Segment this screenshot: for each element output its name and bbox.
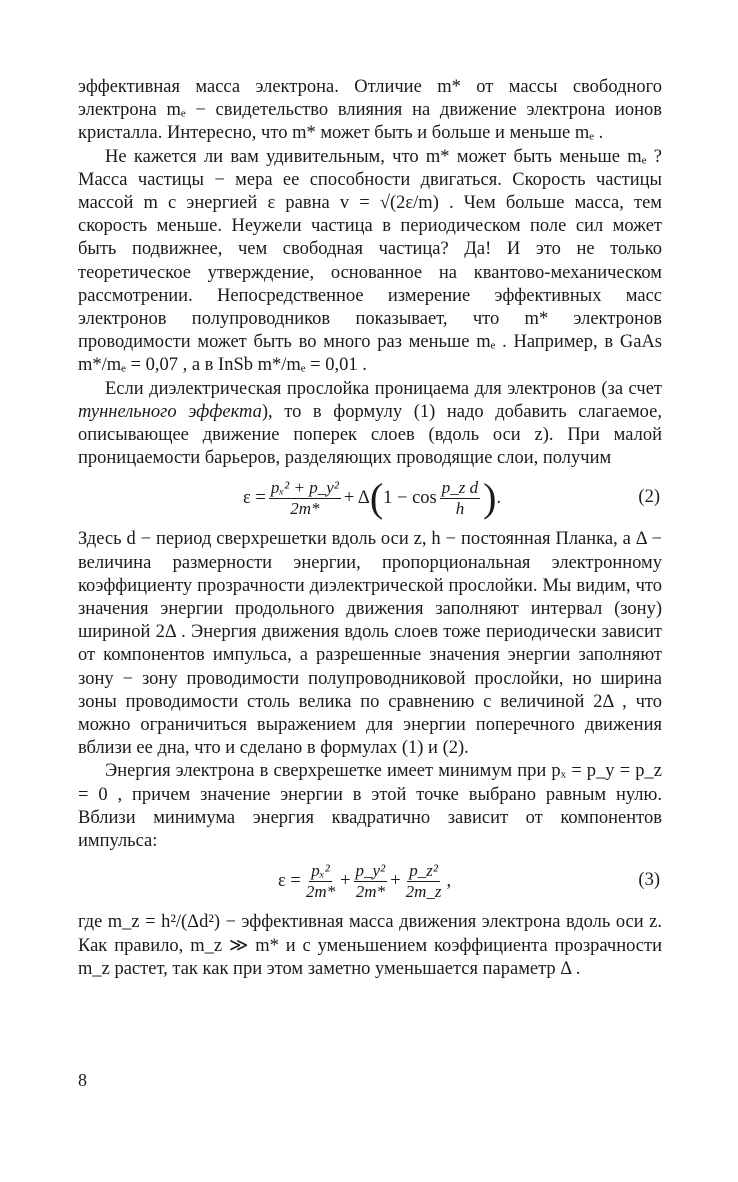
formula-3: [78, 855, 662, 907]
formula-2-fraction-1: [269, 478, 341, 519]
formula-2-tag: (2): [638, 487, 660, 508]
formula-3-den-2: 2m*: [355, 881, 386, 901]
paragraph-3-text-b: ), то в формулу (1) надо добавить слагаемое, описывающее движение поперек слоев (вдоль оси z). При малой проницаемости барьеров, разделяющих проводящие слои, получим: [78, 401, 662, 469]
page-body: [78, 76, 662, 981]
formula-3-fraction-3: [404, 861, 444, 902]
formula-3-lhs: ε =: [278, 870, 301, 891]
formula-2-end: .: [496, 487, 502, 508]
formula-2-lhs: ε =: [243, 487, 266, 508]
paragraph-3: [78, 378, 662, 471]
formula-2-fraction-2: [440, 478, 480, 519]
right-paren: ): [483, 475, 497, 521]
paragraph-6: где m_z = h²/(Δd²) − эффективная масса движения электрона вдоль оси z. Как правило, m_z ≫ m* и с уменьшением коэффициента прозрачности m_z растет, так как при этом заметно уменьшается параметр Δ .: [78, 912, 662, 979]
formula-3-den-3: 2m_z: [405, 881, 442, 901]
formula-2-inner: 1 − cos: [383, 487, 437, 508]
formula-2-mid: + Δ: [343, 487, 370, 508]
formula-3-den-1: 2m*: [305, 881, 336, 901]
formula-3-fraction-2: [354, 861, 388, 902]
formula-3-num-1: pₓ²: [311, 860, 330, 880]
formula-2-den-1: 2m*: [290, 498, 320, 518]
formula-3-num-2: p_y²: [355, 860, 386, 880]
formula-3-expression: [278, 855, 451, 907]
formula-3-num-3: p_z²: [409, 860, 438, 880]
formula-3-fraction-1: [304, 861, 337, 902]
plus-sign: +: [340, 870, 351, 891]
paragraph-3-text-a: Если диэлектрическая прослойка проницаема для электронов (за счет: [105, 378, 662, 399]
formula-2-den-2: h: [455, 498, 465, 518]
paragraph-3-emphasis: туннельного эффекта: [78, 401, 262, 422]
paragraph-1: эффективная масса электрона. Отличие m* от массы свободного электрона mₑ − свидетельство влияния на движение электрона ионов кристалла. Интересно, что m* может быть и больше и меньше mₑ .: [78, 77, 662, 144]
formula-2-num-2: p_z d: [441, 477, 479, 497]
paragraph-2: Не кажется ли вам удивительным, что m* может быть меньше mₑ ? Масса частицы − мера ее способности двигаться. Скорость частицы массой m с энергией ε равна v = √(2ε/m) . Чем больше масса, тем скорость меньше. Неужели частица в периодическом поле сил может быть подвижнее, чем свободная частица? Да! И это не только теоретическое утверждение, основанное на квантово-механическом рассмотрении. Непосредственное измерение эффективных масс электронов полупроводников показывает, что m* электронов проводимости может быть во много раз меньше mₑ . Например, в GaAs m*/mₑ = 0,07 , а в InSb m*/mₑ = 0,01 .: [78, 146, 662, 376]
formula-2-num-1: pₓ² + p_y²: [270, 477, 339, 497]
page-number: 8: [78, 1070, 87, 1090]
formula-3-end: ,: [446, 870, 452, 891]
formula-3-tag: (3): [638, 870, 660, 891]
paragraph-4: Здесь d − период сверхрешетки вдоль оси z, h − постоянная Планка, а Δ − величина размерности энергии, пропорциональная электронному коэффициенту прозрачности диэлектрической прослойки. Мы видим, что значения энергии продольного движения заполняют интервал (зону) шириной 2Δ . Энергия движения вдоль слоев тоже периодически зависит от компонентов импульса, а разрешенные значения энергии заполняют зону − зону проводимости полупроводниковой прослойки, но ширина зоны проводимости столь велика по сравнению с величиной 2Δ , что можно ограничиться выражением для энергии поперечного движения вблизи ее дна, что и сделано в формулах (1) и (2).: [78, 529, 662, 759]
left-paren: (: [369, 475, 384, 521]
formula-2: [78, 472, 662, 524]
plus-sign: +: [390, 870, 401, 891]
paragraph-5: Энергия электрона в сверхрешетке имеет минимум при pₓ = p_y = p_z = 0 , причем значение энергии в этой точке выбрано равным нулю. Вблизи минимума энергия квадратично зависит от компонентов импульса:: [78, 761, 662, 852]
formula-2-expression: [243, 472, 501, 524]
